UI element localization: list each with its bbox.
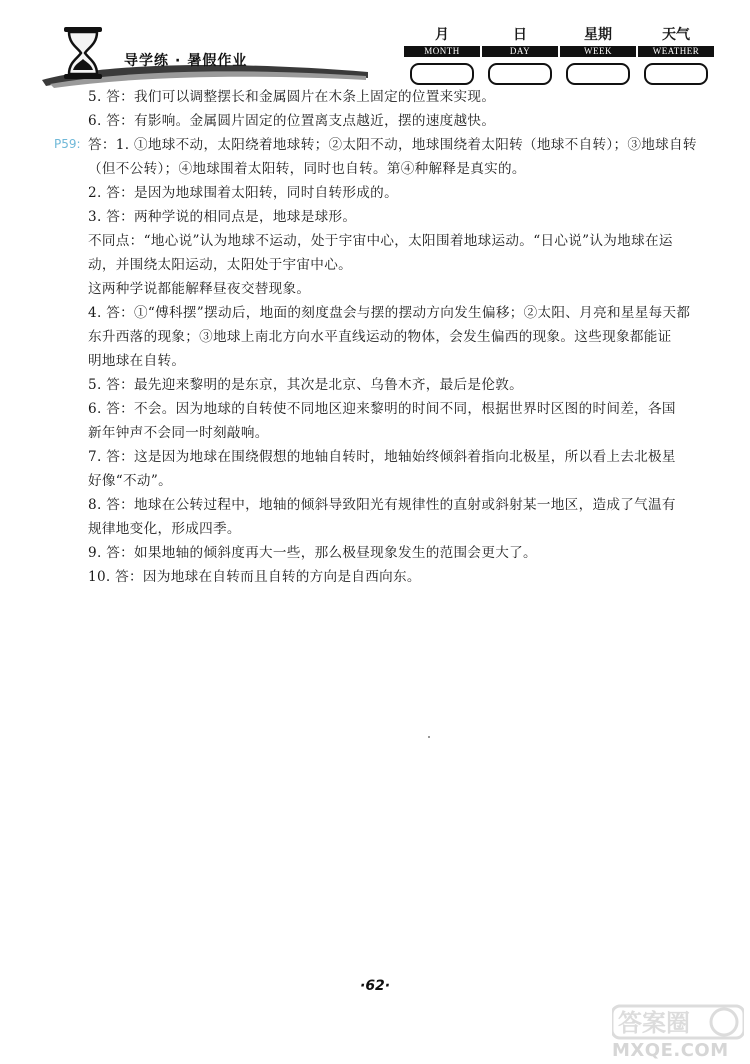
week-label-zh: 星期: [584, 27, 612, 43]
weather-label-en: WEATHER: [638, 46, 714, 57]
day-label-en: DAY: [482, 46, 558, 57]
watermark-logo-text: 答案圈: [618, 1009, 690, 1037]
date-weather-panel: [404, 26, 714, 80]
answer-line: 3. 答：两种学说的相同点是，地球是球形。: [88, 209, 357, 225]
month-label-en: MONTH: [404, 46, 480, 57]
brand-dot: ·: [175, 53, 182, 69]
month-label-zh: 月: [435, 27, 449, 43]
answer-line: 4. 答：①“傅科摆”摆动后，地面的刻度盘会与摆的摆动方向发生偏移；②太阳、月亮和星星每天都: [88, 305, 691, 321]
answer-line: 9. 答：如果地轴的倾斜度再大一些，那么极昼现象发生的范围会更大了。: [88, 545, 537, 561]
answer-line: 7. 答：这是因为地球在围绕假想的地轴自转时，地轴始终倾斜着指向北极星，所以看上去北极星: [88, 449, 676, 465]
answer-line: 好像“不动”。: [88, 473, 172, 489]
scan-speck: [428, 736, 430, 738]
answer-line: 动，并围绕太阳运动，太阳处于宇宙中心。: [88, 257, 352, 273]
answer-line: 10. 答：因为地球在自转而且自转的方向是自西向东。: [88, 569, 421, 585]
answer-line: 5. 答：我们可以调整摆长和金属圆片在木条上固定的位置来实现。: [88, 89, 496, 105]
brand-title: [124, 50, 247, 70]
answer-line: 8. 答：地球在公转过程中，地轴的倾斜导致阳光有规律性的直射或斜射某一地区，造成了气温有: [88, 497, 676, 513]
day-field: [482, 26, 558, 85]
week-label-en: WEEK: [560, 46, 636, 57]
month-input-box[interactable]: [410, 63, 474, 85]
answer-line: 东升西落的现象；③地球上南北方向水平直线运动的物体，会发生偏西的现象。这些现象都能证: [88, 329, 672, 345]
answer-line: 6. 答：有影响。金属圆片固定的位置离支点越近，摆的速度越快。: [88, 113, 496, 129]
week-input-box[interactable]: [566, 63, 630, 85]
watermark-logo: [612, 1004, 744, 1040]
hourglass-icon: [60, 26, 106, 80]
answer-line: 不同点：“地心说”认为地球不运动，处于宇宙中心，太阳围着地球运动。“日心说”认为地球在运: [88, 233, 673, 249]
brand-book-name: 暑假作业: [187, 53, 248, 69]
series-logo: [40, 26, 370, 82]
answer-line: 2. 答：是因为地球围着太阳转，同时自转形成的。: [88, 185, 398, 201]
page-header: [0, 0, 750, 84]
week-field: [560, 26, 636, 85]
answer-line: 5. 答：最先迎来黎明的是东京，其次是北京、乌鲁木齐，最后是伦敦。: [88, 377, 524, 393]
answer-line: 规律地变化，形成四季。: [88, 521, 241, 537]
section-page-marker: P59:: [54, 137, 81, 151]
month-field: [404, 26, 480, 85]
watermark: [610, 1004, 746, 1062]
watermark-url: MXQE.COM: [612, 1040, 729, 1061]
day-label-zh: 日: [513, 27, 527, 43]
answer-line: 新年钟声不会同一时刻敲响。: [88, 425, 269, 441]
weather-field: [638, 26, 714, 85]
answer-line: 6. 答：不会。因为地球的自转使不同地区迎来黎明的时间不同，根据世界时区图的时间差，各国: [88, 401, 676, 417]
answer-line: 答：1. ①地球不动，太阳绕着地球转；②太阳不动，地球围绕着太阳转（地球不自转）；③地球自转: [88, 137, 697, 153]
brand-series-name: 导学练: [124, 53, 169, 69]
answer-line: 明地球在自转。: [88, 353, 186, 369]
weather-label-zh: 天气: [662, 27, 690, 43]
day-input-box[interactable]: [488, 63, 552, 85]
weather-input-box[interactable]: [644, 63, 708, 85]
answer-line: 这两种学说都能解释昼夜交替现象。: [88, 281, 311, 297]
answer-line: （但不公转）；④地球围着太阳转，同时也自转。第④种解释是真实的。: [88, 161, 526, 177]
page-number: ·62·: [360, 978, 391, 994]
